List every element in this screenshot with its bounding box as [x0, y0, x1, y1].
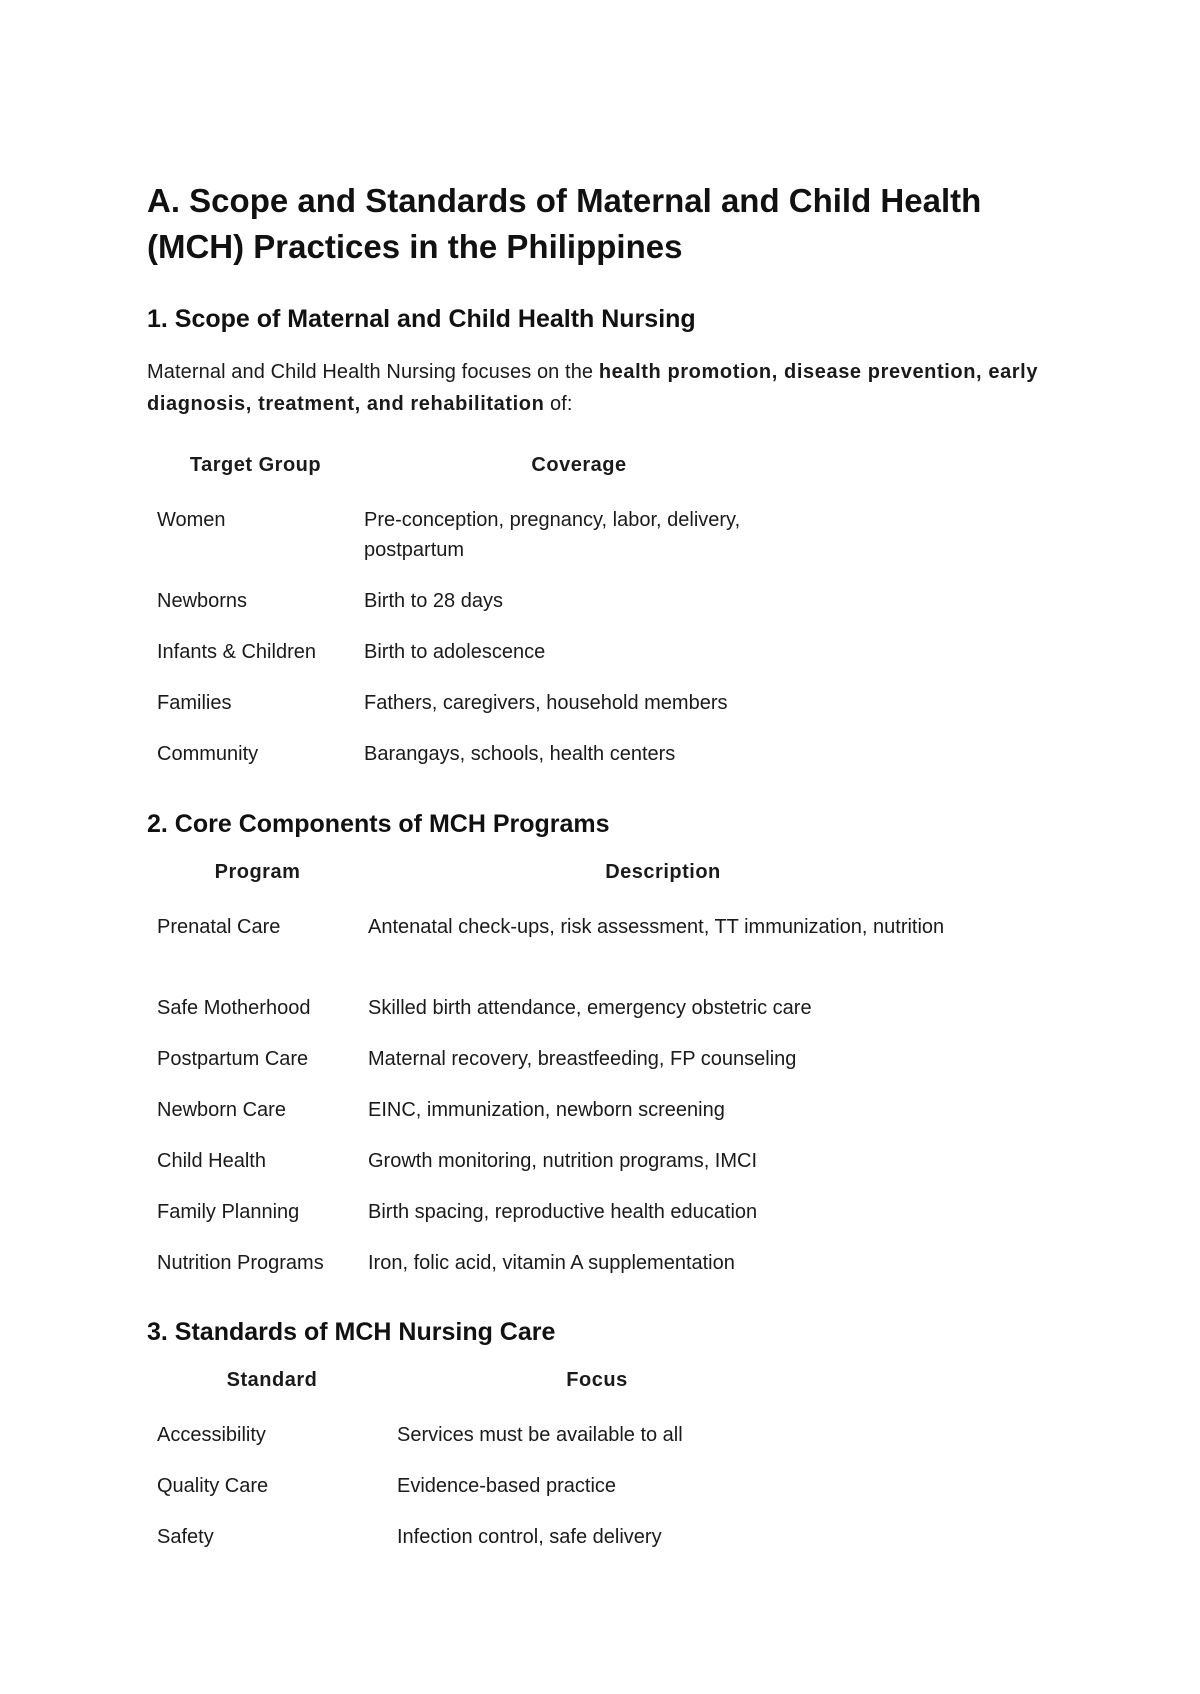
- table-cell: Nutrition Programs: [157, 1252, 324, 1274]
- table-header-row: [147, 454, 794, 505]
- section-heading-standards: 3. Standards of MCH Nursing Care: [147, 1318, 556, 1346]
- table-row: [147, 1248, 958, 1299]
- table-cell: Newborn Care: [157, 1099, 286, 1121]
- table-row: [147, 505, 794, 586]
- column-header: Target Group: [189, 454, 322, 476]
- table-cell: Newborns: [157, 590, 248, 612]
- target-group-table: [147, 454, 794, 790]
- table-cell: Women: [157, 509, 226, 531]
- intro-suffix: of:: [544, 393, 573, 415]
- table-cell: Iron, folic acid, vitamin A supplementation: [368, 1252, 735, 1274]
- column-header: Focus: [566, 1369, 628, 1391]
- table-row: [147, 739, 794, 790]
- table-cell: Pre-conception, pregnancy, labor, delivery, postpartum: [364, 509, 741, 561]
- page-title: A. Scope and Standards of Maternal and Child Health (MCH) Practices in the Philippines: [147, 182, 982, 265]
- table-cell: Birth to adolescence: [364, 641, 546, 663]
- table-cell: Birth to 28 days: [364, 590, 503, 612]
- table-cell: Antenatal check-ups, risk assessment, TT immunization, nutrition: [368, 916, 945, 938]
- table-cell: Infection control, safe delivery: [397, 1526, 662, 1548]
- table-row: [147, 912, 958, 993]
- table-cell: Fathers, caregivers, household members: [364, 692, 728, 714]
- table-cell: Services must be available to all: [397, 1424, 683, 1446]
- table-row: [147, 586, 794, 637]
- table-row: [147, 637, 794, 688]
- table-row: [147, 1522, 797, 1573]
- table-cell: Infants & Children: [157, 641, 316, 663]
- table-row: [147, 1197, 958, 1248]
- table-cell: Quality Care: [157, 1475, 269, 1497]
- table-header-row: [147, 1369, 797, 1420]
- table-cell: Family Planning: [157, 1201, 300, 1223]
- table-cell: Prenatal Care: [157, 916, 281, 938]
- table-row: [147, 1471, 797, 1522]
- programs-table: [147, 861, 958, 1299]
- intro-bold-text: health promotion, disease prevention, early diagnosis, treatment, and rehabilitation: [147, 361, 1039, 415]
- table-cell: Child Health: [157, 1150, 266, 1172]
- table-cell: Postpartum Care: [157, 1048, 309, 1070]
- section-heading-core-components: 2. Core Components of MCH Programs: [147, 810, 610, 838]
- section-intro: [147, 356, 1067, 420]
- table-cell: Barangays, schools, health centers: [364, 743, 676, 765]
- column-header: Description: [605, 861, 721, 883]
- table-cell: Safety: [157, 1526, 214, 1548]
- column-header: Standard: [226, 1369, 318, 1391]
- section-heading-scope: 1. Scope of Maternal and Child Health Nursing: [147, 305, 696, 333]
- standards-table: [147, 1369, 797, 1573]
- table-cell: Safe Motherhood: [157, 997, 311, 1019]
- table-cell: Skilled birth attendance, emergency obstetric care: [368, 997, 812, 1019]
- table-cell: Community: [157, 743, 259, 765]
- column-header: Coverage: [531, 454, 627, 476]
- table-cell: Families: [157, 692, 232, 714]
- table-row: [147, 1095, 958, 1146]
- table-row: [147, 1420, 797, 1471]
- table-row: [147, 993, 958, 1044]
- table-header-row: [147, 861, 958, 912]
- table-cell: Accessibility: [157, 1424, 266, 1446]
- table-row: [147, 1044, 958, 1095]
- column-header: Program: [214, 861, 301, 883]
- intro-text: Maternal and Child Health Nursing focuses on the: [147, 361, 599, 383]
- table-row: [147, 688, 794, 739]
- table-cell: Birth spacing, reproductive health education: [368, 1201, 758, 1223]
- table-cell: EINC, immunization, newborn screening: [368, 1099, 725, 1121]
- table-cell: Growth monitoring, nutrition programs, IMCI: [368, 1150, 758, 1172]
- table-row: [147, 1146, 958, 1197]
- table-cell: Maternal recovery, breastfeeding, FP counseling: [368, 1048, 797, 1070]
- table-cell: Evidence-based practice: [397, 1475, 617, 1497]
